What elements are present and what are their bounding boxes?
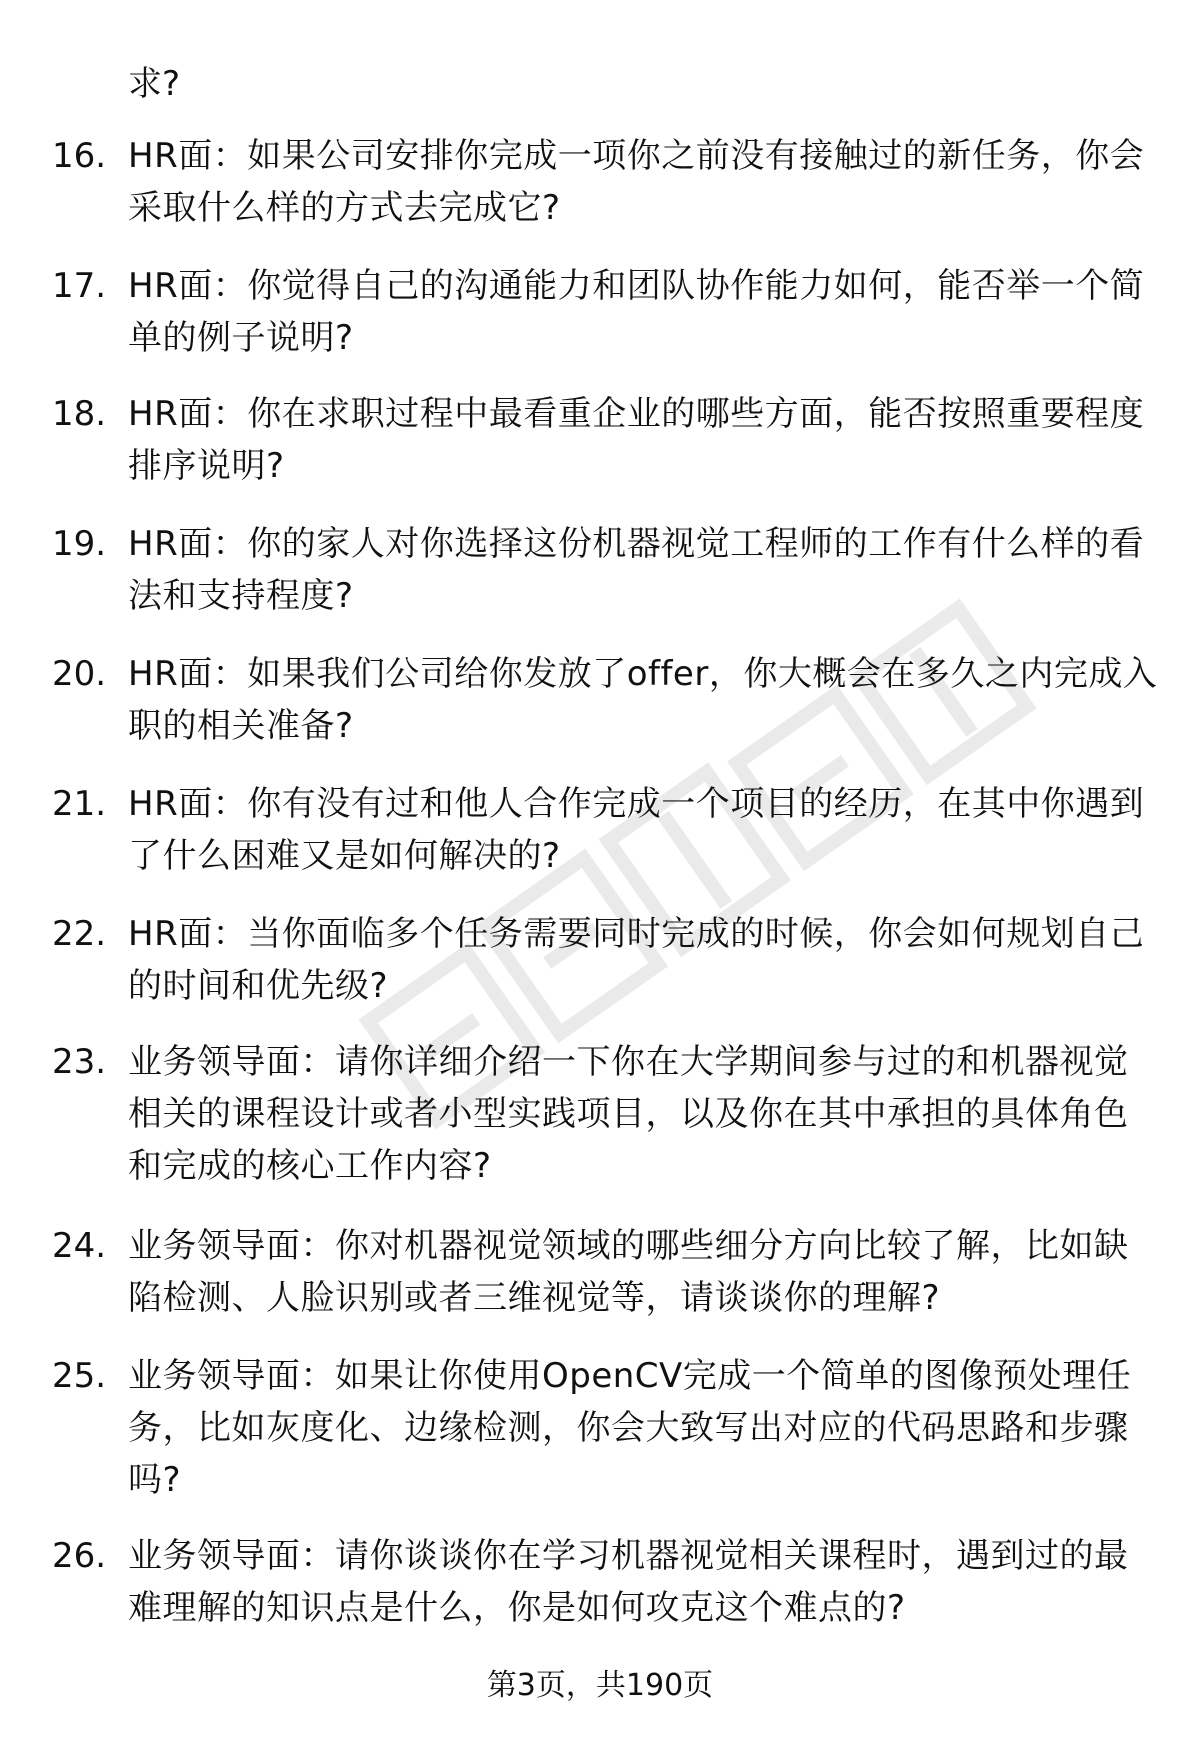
question-text: HR面：如果我们公司给你发放了offer，你大概会在多久之内完成入职的相关准备? [128,654,1158,746]
question-number: 20. [52,654,107,694]
continuation-text: 求? [128,64,181,104]
question-number: 19. [52,524,107,564]
question-number: 25. [52,1356,107,1396]
question-number: 26. [52,1536,107,1576]
question-text: HR面：你觉得自己的沟通能力和团队协作能力如何，能否举一个简单的例子说明? [128,266,1145,358]
question-number: 23. [52,1042,107,1082]
question-text: 业务领导面：请你详细介绍一下你在大学期间参与过的和机器视觉相关的课程设计或者小型实践项目，以及你在其中承担的具体角色和完成的核心工作内容? [128,1042,1129,1186]
question-text: HR面：当你面临多个任务需要同时完成的时候，你会如何规划自己的时间和优先级? [128,914,1145,1006]
question-number: 24. [52,1226,107,1266]
question-text: HR面：你的家人对你选择这份机器视觉工程师的工作有什么样的看法和支持程度? [128,524,1145,616]
question-number: 22. [52,914,107,954]
question-text: HR面：你有没有过和他人合作完成一个项目的经历，在其中你遇到了什么困难又是如何解决的? [128,784,1145,876]
question-number: 18. [52,394,107,434]
question-text: HR面：如果公司安排你完成一项你之前没有接触过的新任务，你会采取什么样的方式去完成它? [128,136,1145,228]
question-number: 21. [52,784,107,824]
question-text: 业务领导面：你对机器视觉领域的哪些细分方向比较了解，比如缺陷检测、人脸识别或者三维视觉等，请谈谈你的理解? [128,1226,1129,1318]
question-number: 16. [52,136,107,176]
question-text: 业务领导面：请你谈谈你在学习机器视觉相关课程时，遇到过的最难理解的知识点是什么，你是如何攻克这个难点的? [128,1536,1129,1628]
question-text: HR面：你在求职过程中最看重企业的哪些方面，能否按照重要程度排序说明? [128,394,1145,486]
question-number: 17. [52,266,107,306]
question-text: 业务领导面：如果让你使用OpenCV完成一个简单的图像预处理任务，比如灰度化、边缘检测，你会大致写出对应的代码思路和步骤吗? [128,1356,1132,1500]
page-footer: 第3页，共190页 [486,1668,714,1703]
